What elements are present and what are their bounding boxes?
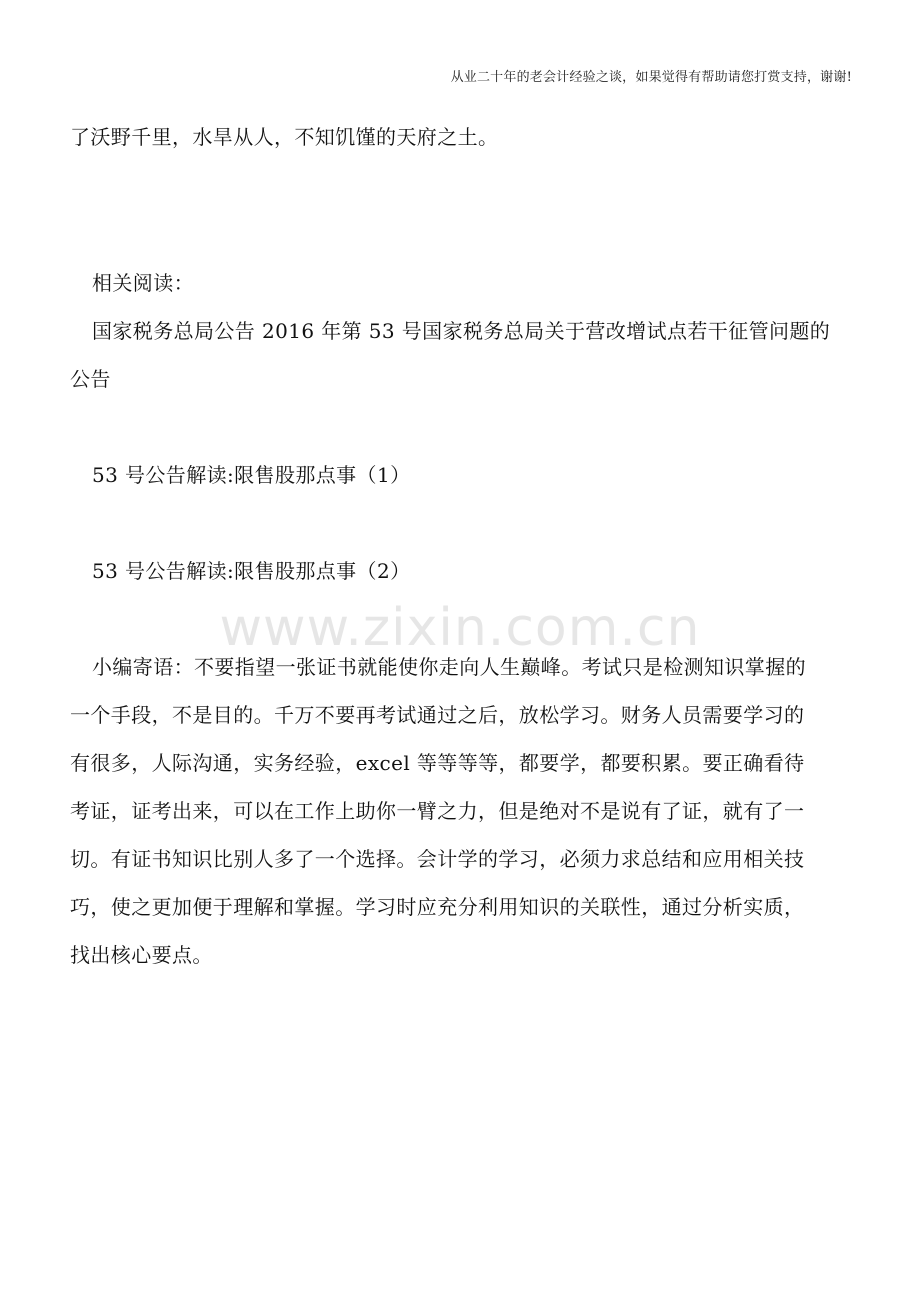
opening-line: 了沃野千里，水旱从人，不知饥馑的天府之土。	[70, 125, 499, 149]
editor-note-line: 巧，使之更加便于理解和掌握。学习时应充分利用知识的关联性，通过分析实质，	[70, 895, 805, 919]
editor-note-line: 找出核心要点。	[70, 943, 213, 967]
editor-note-line: 一个手段，不是目的。千万不要再考试通过之后，放松学习。财务人员需要学习的	[70, 703, 805, 727]
editor-note-line: 考证，证考出来，可以在工作上助你一臂之力，但是绝对不是说有了证，就有了一	[70, 799, 805, 823]
related-heading: 相关阅读：	[92, 271, 194, 295]
editor-note-line: 切。有证书知识比别人多了一个选择。会计学的学习，必须力求总结和应用相关技	[70, 847, 805, 871]
related-link-interpretation-2[interactable]: 53 号公告解读:限售股那点事（2）	[92, 559, 411, 583]
related-link-announcement-line2: 公告	[70, 367, 111, 391]
editor-note-line: 有很多，人际沟通，实务经验，excel 等等等等，都要学，都要积累。要正确看待	[70, 751, 805, 775]
header-note: 从业二十年的老会计经验之谈，如果觉得有帮助请您打赏支持，谢谢!	[450, 70, 852, 85]
watermark: www.zixin.com.cn	[219, 598, 701, 658]
related-link-interpretation-1[interactable]: 53 号公告解读:限售股那点事（1）	[92, 463, 411, 487]
related-link-announcement-line1: 国家税务总局公告 2016 年第 53 号国家税务总局关于营改增试点若干征管问题的	[92, 319, 831, 343]
editor-note-line: 小编寄语：不要指望一张证书就能使你走向人生巅峰。考试只是检测知识掌握的	[92, 655, 806, 679]
